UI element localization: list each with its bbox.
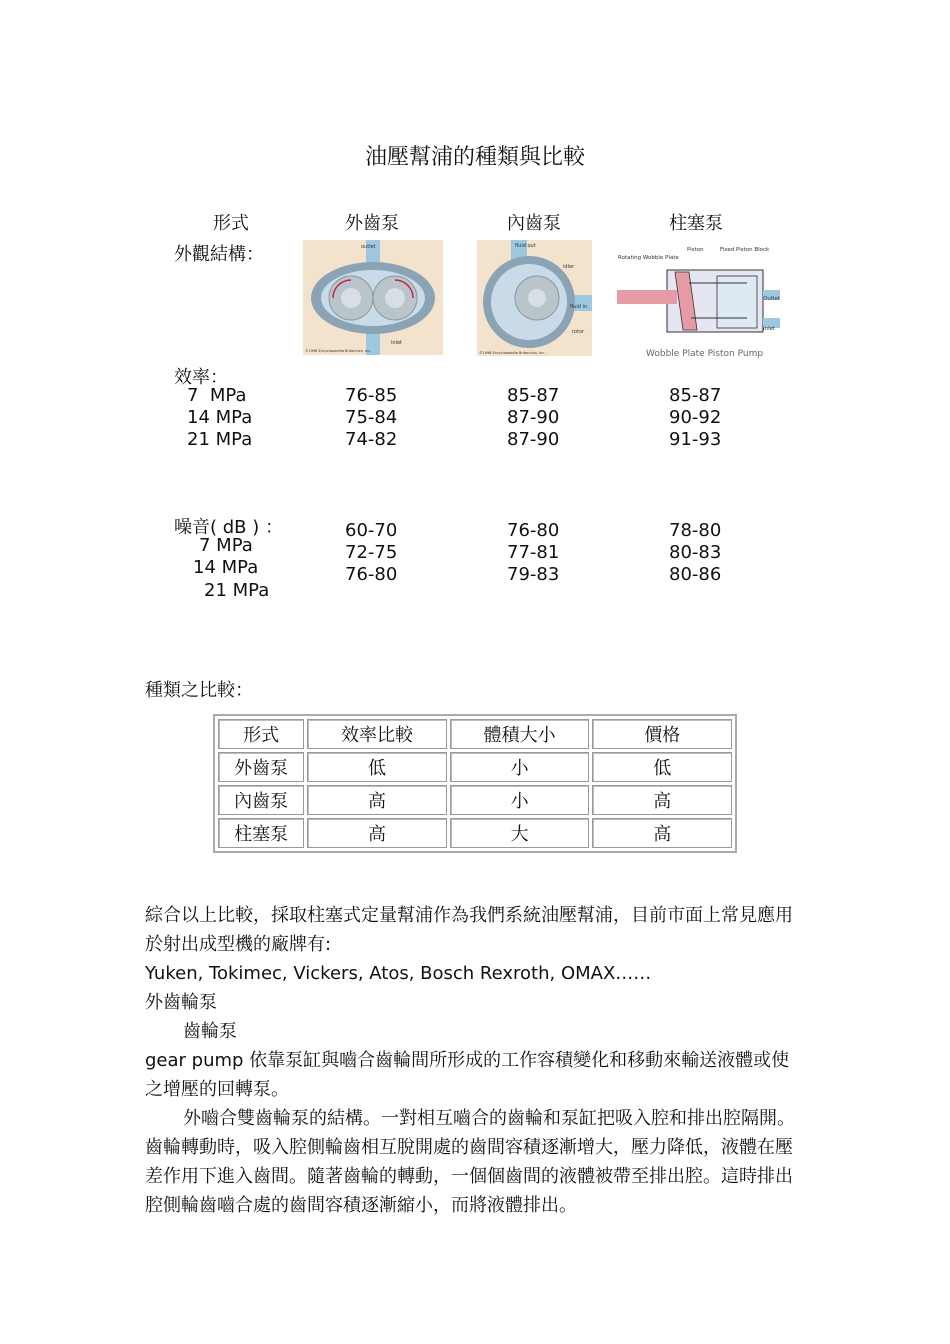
noise-value: 77-81 — [507, 542, 560, 563]
noise-pressure-2: 21 MPa — [204, 580, 270, 601]
table-header-cell: 形式 — [218, 719, 304, 749]
table-cell: 低 — [307, 752, 447, 782]
paragraph-heading-gear-pump: 齒輪泵 — [183, 1021, 237, 1042]
header-internal-gear: 內齒泵 — [507, 213, 561, 234]
piston-caption: Wobble Plate Piston Pump — [646, 349, 764, 359]
int-fluid-out-label: fluid out — [515, 243, 536, 249]
comparison-label: 種類之比較： — [145, 680, 253, 701]
noise-value: 76-80 — [345, 564, 398, 585]
table-row — [218, 818, 732, 848]
noise-label: 噪音( dB ) ： — [174, 517, 283, 538]
noise-value: 78-80 — [669, 520, 722, 541]
table-row — [218, 785, 732, 815]
noise-internal-gear — [507, 520, 559, 586]
efficiency-pressure-list — [187, 385, 252, 451]
efficiency-pressure: 7 MPa — [187, 385, 247, 406]
external-gear-pump-figure — [303, 240, 443, 355]
int-idler-label: idler — [563, 264, 575, 270]
comparison-table — [213, 714, 737, 853]
noise-external-gear — [345, 520, 397, 586]
appearance-label: 外觀結構： — [174, 244, 264, 265]
table-cell: 高 — [307, 818, 447, 848]
noise-value: 72-75 — [345, 542, 398, 563]
piston-outlet-label: Outlet — [763, 296, 780, 302]
table-header-row — [218, 719, 732, 749]
piston-pump-figure — [617, 240, 780, 362]
noise-value: 80-86 — [669, 564, 722, 585]
piston-fixed-block-label: Fixed Piston Block — [720, 247, 770, 253]
efficiency-value: 87-90 — [507, 429, 560, 450]
efficiency-external-gear — [345, 385, 397, 451]
paragraph-heading-external-gear: 外齒輪泵 — [145, 992, 217, 1013]
table-cell: 小 — [450, 785, 590, 815]
noise-pressure-0: 7 MPa — [199, 535, 253, 556]
piston-inlet-label: Inlet — [763, 326, 776, 332]
body-text — [145, 901, 805, 1220]
noise-value: 60-70 — [345, 520, 398, 541]
table-header-cell: 體積大小 — [450, 719, 590, 749]
table-cell: 柱塞泵 — [218, 818, 304, 848]
table-cell: 高 — [592, 785, 732, 815]
efficiency-value: 76-85 — [345, 385, 398, 406]
noise-value: 79-83 — [507, 564, 560, 585]
efficiency-pressure: 21 MPa — [187, 429, 253, 450]
efficiency-value: 74-82 — [345, 429, 398, 450]
efficiency-value: 75-84 — [345, 407, 398, 428]
table-cell: 高 — [307, 785, 447, 815]
efficiency-label: 效率： — [174, 367, 228, 388]
header-form: 形式 — [213, 213, 249, 234]
paragraph-brands: Yuken, Tokimec, Vickers, Atos, Bosch Rexroth, OMAX…… — [145, 963, 652, 984]
table-cell: 高 — [592, 818, 732, 848]
efficiency-pressure: 14 MPa — [187, 407, 253, 428]
noise-value: 80-83 — [669, 542, 722, 563]
table-cell: 小 — [450, 752, 590, 782]
table-cell: 低 — [592, 752, 732, 782]
efficiency-value: 85-87 — [507, 385, 560, 406]
efficiency-internal-gear — [507, 385, 559, 451]
internal-gear-pump-figure — [477, 240, 592, 356]
int-copyright: ©1996 Encyclopaedia Britannica, Inc. — [479, 351, 546, 355]
efficiency-value: 85-87 — [669, 385, 722, 406]
noise-piston — [669, 520, 721, 586]
table-cell: 內齒泵 — [218, 785, 304, 815]
int-fluid-in-label: fluid in — [570, 304, 588, 310]
paragraph-gear-pump-definition: gear pump 依靠泵缸與嚙合齒輪間所形成的工作容積變化和移動來輸送液體或使之增壓的回轉泵。 — [145, 1050, 790, 1100]
paragraph-brands-intro: 綜合以上比較，採取柱塞式定量幫浦作為我們系統油壓幫浦，目前市面上常見應用於射出成型機的廠牌有: — [145, 905, 793, 955]
int-rotor-label: rotor — [572, 329, 585, 335]
table-cell: 大 — [450, 818, 590, 848]
header-piston: 柱塞泵 — [669, 213, 723, 234]
piston-piston-label: Piston — [687, 247, 704, 253]
table-header-cell: 價格 — [592, 719, 732, 749]
noise-value: 76-80 — [507, 520, 560, 541]
table-header-cell: 效率比較 — [307, 719, 447, 749]
ext-inlet-label: inlet — [391, 340, 402, 346]
header-external-gear: 外齒泵 — [345, 213, 399, 234]
table-cell: 外齒泵 — [218, 752, 304, 782]
ext-outlet-label: outlet — [361, 244, 376, 250]
table-row — [218, 752, 732, 782]
efficiency-value: 90-92 — [669, 407, 722, 428]
piston-rotating-label: Rotating Wobble Plate — [618, 255, 679, 261]
paragraph-gear-pump-structure: 外嚙合雙齒輪泵的結構。一對相互嚙合的齒輪和泵缸把吸入腔和排出腔隔開。齒輪轉動時，吸入腔側輪齒相互脫開處的齒間容積逐漸增大，壓力降低，液體在壓差作用下進入齒間。隨著齒輪的轉動，一個個齒間的液體被帶至排出腔。這時排出腔側輪齒嚙合處的齒間容積逐漸縮小，而將液體排出。 — [145, 1108, 795, 1216]
page-title: 油壓幫浦的種類與比較 — [364, 145, 585, 170]
ext-copyright: ©1996 Encyclopaedia Britannica, Inc. — [305, 349, 372, 353]
noise-pressure-1: 14 MPa — [193, 557, 259, 578]
efficiency-value: 87-90 — [507, 407, 560, 428]
efficiency-piston — [669, 385, 721, 451]
efficiency-value: 91-93 — [669, 429, 722, 450]
